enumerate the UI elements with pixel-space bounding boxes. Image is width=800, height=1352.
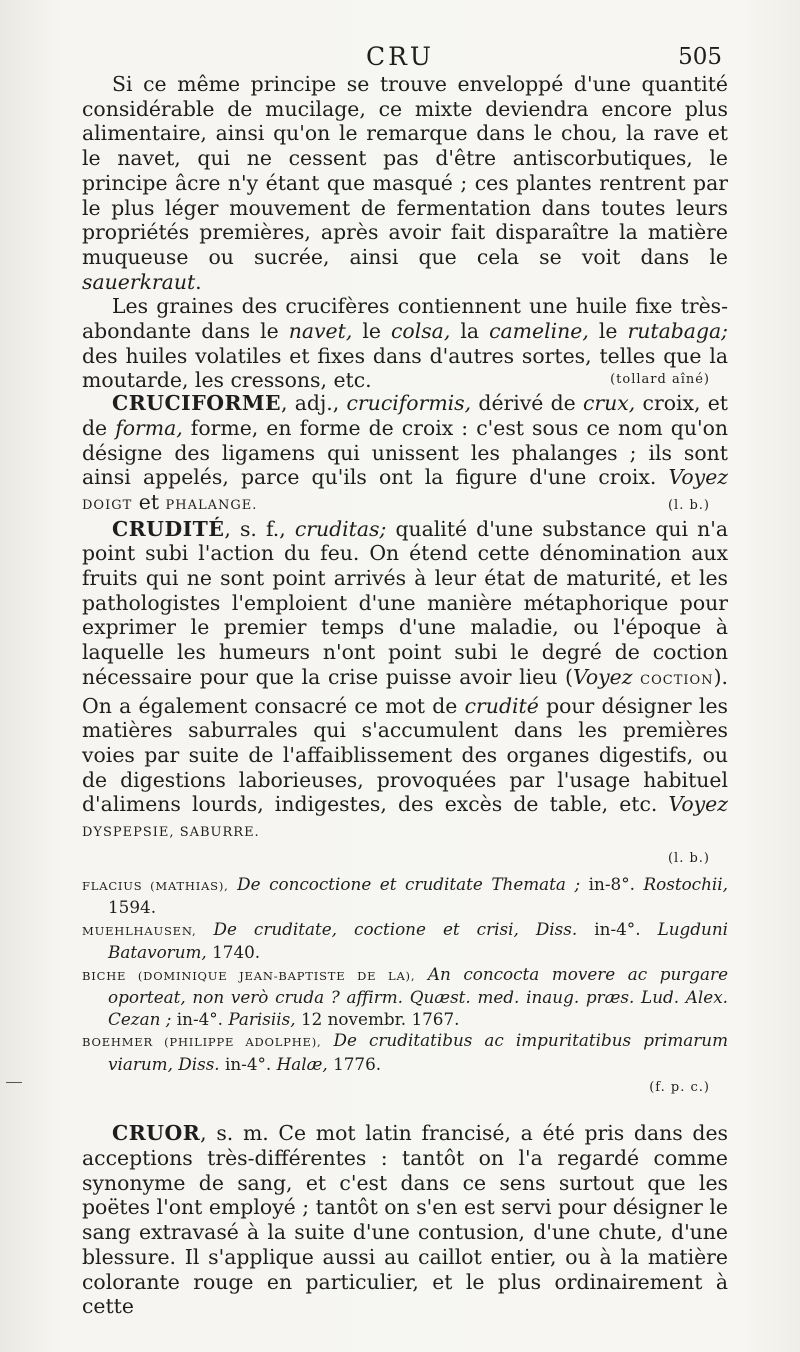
latin-term: crux, <box>583 391 636 416</box>
entry-cruor <box>82 1121 728 1319</box>
entry-text: forme, en forme de croix : c'est sous ce nom qu'on désigne des ligamens qui unissent les phalanges ; ils sont ainsi appelés, parce qu'ils ont la figure d'une croix. <box>82 415 728 490</box>
bib-year: 1594. <box>108 897 157 918</box>
entry-text: qualité d'une substance qui n'a point subi l'action du feu. On étend cette dénomination aux fruits qui ne sont point arrivés à leur état de maturité, et les pathologistes l'emploient d'une manière métaphorique pour exprimer le premier temps d'une maladie, ou l'époque à laquelle les humeurs n'ont point subi le degré de coction nécessaire pour que la crise puisse avoir lieu ( <box>82 516 728 689</box>
entry-text: et <box>138 489 160 514</box>
bib-place: Lugduni Batavorum, <box>108 918 729 963</box>
author-signature: (l. b.) <box>667 497 710 513</box>
cross-reference: DYSPEPSIE, SABURRE. <box>82 825 260 841</box>
cross-reference: COCTION <box>640 672 714 688</box>
paragraph-text: le <box>362 319 381 344</box>
entry-text: pour désigner les matières saburrales qui s'accumulent dans les premières voies par suite de l'affaiblissement des organes digestifs, ou de digestions laborieuses, provoquées par l'usage habituel d'alimens lourds, indigestes, des excès de table, etc. <box>82 693 728 817</box>
bibliography-item <box>82 874 728 919</box>
entry-headword: CRUOR <box>112 1121 201 1146</box>
bib-place: Rostochii, <box>643 873 728 894</box>
bib-format: in-8°. <box>588 873 635 894</box>
author-signature: (l. b.) <box>667 850 710 866</box>
paragraph-mucilage <box>82 72 728 294</box>
italic-term: cameline, <box>489 319 589 344</box>
cross-reference: PHALANGE. <box>165 497 258 513</box>
paragraph-text: Si ce même principe se trouve enveloppé d'une quantité considérable de mucilage, ce mixte deviendra encore plus alimentaire, ainsi qu'on le remarque dans le chou, la rave et le navet, qui ne cessent pas d'être antiscorbutiques, le principe âcre n'y étant que masqué ; ces plantes rentrent par le plus léger mouvement de fermentation dans toutes leurs propriétés premières, après avoir fait disparaître la matière muqueuse ou sucrée, ainsi que cela se voit dans le <box>82 72 728 269</box>
paragraph-text: des huiles volatiles et fixes dans d'autres sortes, telles que la moutarde, les cressons, etc. <box>82 343 728 393</box>
see-also-label: Voyez <box>573 664 633 689</box>
running-head: CRU <box>365 42 435 71</box>
bib-title: An concocta movere ac purgare oporteat, non verò cruda ? affirm. Quæst. med. inaug. præs. Lud. Alex. Cezan ; <box>108 963 729 1029</box>
bibliography-item <box>82 919 728 964</box>
latin-term: cruciformis, <box>346 391 472 416</box>
cross-reference: DOIGT <box>82 497 133 513</box>
italic-term: colsa, <box>391 319 451 344</box>
latin-term: forma, <box>115 415 183 440</box>
paragraph-text: Les graines des crucifères contiennent une huile fixe très-abondante dans le <box>82 294 728 344</box>
bib-title: De cruditate, coctione et crisi, Diss. <box>213 918 578 939</box>
bib-author: FLACIUS (MATHIAS), <box>82 878 229 893</box>
entry-text: , s. f., <box>224 516 286 541</box>
paragraph-text: le <box>598 319 618 344</box>
entry-text: dérivé de <box>478 391 576 416</box>
page-body <box>82 72 728 1319</box>
entry-text: , adj., <box>281 391 340 416</box>
author-signature: (tollard aîné) <box>610 372 710 388</box>
italic-term: crudité <box>464 693 539 718</box>
entry-text: croix, et de <box>82 391 728 440</box>
italic-term: sauerkraut <box>82 269 196 294</box>
entry-crudite <box>82 517 728 846</box>
bib-place: Halæ, <box>276 1053 328 1074</box>
bib-format: in-4°. <box>594 918 641 939</box>
bibliography-item <box>82 1030 728 1075</box>
bib-year: 1740. <box>212 942 261 963</box>
section-gap <box>82 1099 728 1121</box>
page-number: 505 <box>678 44 722 70</box>
entry-headword: CRUCIFORME <box>112 391 282 416</box>
page-header <box>0 40 800 74</box>
bib-author: BOEHMER (PHILIPPE ADOLPHE), <box>82 1035 322 1050</box>
margin-mark <box>6 1082 22 1083</box>
bib-format: in-4°. <box>225 1053 272 1074</box>
latin-term: cruditas; <box>294 516 387 541</box>
entry-headword: CRUDITÉ <box>112 516 225 541</box>
see-also-label: Voyez <box>668 792 728 817</box>
bibliography-item <box>82 964 728 1031</box>
bib-author: BICHE (DOMINIQUE JEAN-BAPTISTE DE LA), <box>82 968 416 983</box>
bibliography <box>82 874 728 1076</box>
bib-place: Parisiis, <box>228 1008 296 1029</box>
bib-title: De concoctione et cruditate Themata ; <box>237 873 581 894</box>
entry-text: ). On a également consacré ce mot de <box>82 664 728 718</box>
author-signature: (f. p. c.) <box>649 1080 710 1096</box>
see-also-label: Voyez <box>668 465 729 490</box>
bib-author: MUEHLHAUSEN, <box>82 923 197 938</box>
bib-year: 1776. <box>333 1053 382 1074</box>
bib-format: in-4°. <box>176 1008 224 1029</box>
italic-term: rutabaga; <box>627 319 729 344</box>
paragraph-text: la <box>460 319 480 344</box>
punctuation: . <box>195 269 202 294</box>
entry-text: , s. m. Ce mot latin francisé, a été pris dans des acceptions très-différentes : tantôt on l'a regardé comme synonyme de sang, et c'est dans ce sens surtout que les poëtes l'ont employé ; tantôt on s'en est servi pour désigner le sang extravasé à la suite d'une contusion, d'une chute, d'une blessure. Il s'applique aussi au caillot entier, ou à la matière colorante rouge en particulier, et le plus ordinairement à cette <box>82 1121 728 1319</box>
bib-title: De cruditatibus ac impuritatibus primarum viarum, Diss. <box>108 1030 728 1074</box>
italic-term: navet, <box>288 319 353 344</box>
bib-year: 12 novembr. 1767. <box>300 1008 460 1029</box>
